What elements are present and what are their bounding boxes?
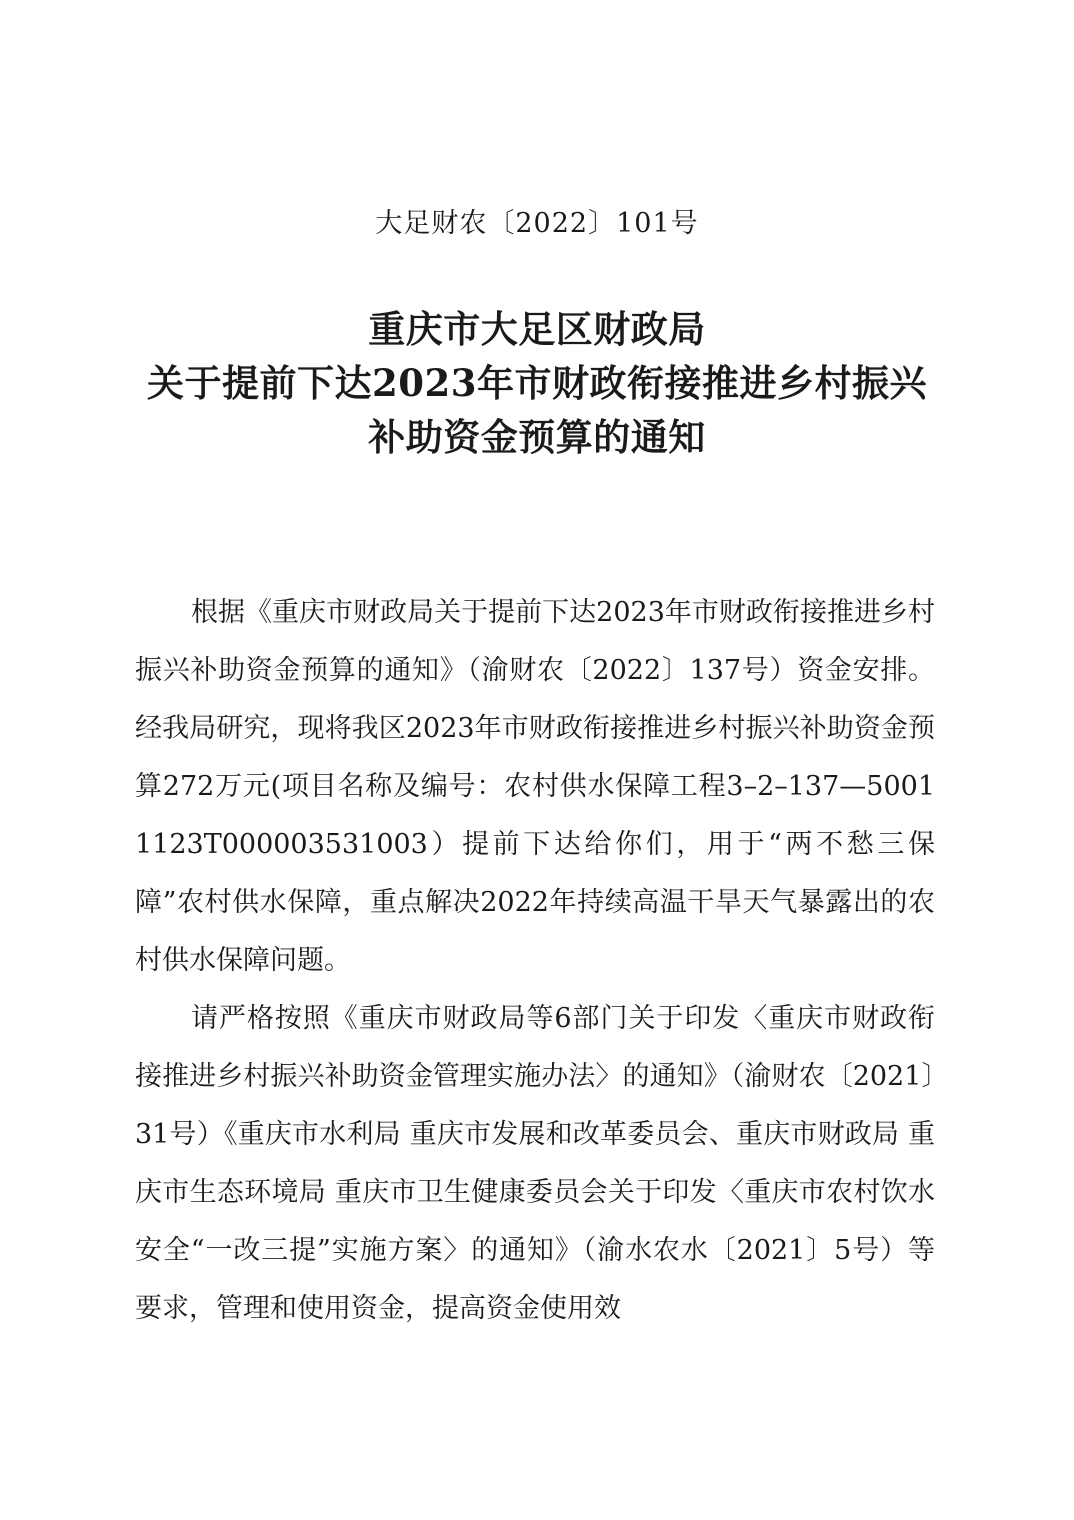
title-line-2: 关于提前下达2023年市财政衔接推进乡村振兴 <box>147 361 927 405</box>
document-number: 大足财农〔2022〕101号 <box>375 208 699 239</box>
title-line-1: 重庆市大足区财政局 <box>368 307 706 351</box>
body-paragraph-2: 请严格按照《重庆市财政局等6部门关于印发〈重庆市财政衔接推进乡村振兴补助资金管理实施办法〉的通知》（渝财农〔2021〕31号）《重庆市水利局 重庆市发展和改革委员会、重庆市财政局 重庆市生态环境局 重庆市卫生健康委员会关于印发〈重庆市农村饮水安全“一改三提”实施方案〉的通知》（渝水农水〔2021〕5号）等要求，管理和使用资金，提高资金使用效 <box>135 1003 935 1324</box>
title-line-3: 补助资金预算的通知 <box>368 415 706 459</box>
document-body <box>135 584 935 1338</box>
document-title <box>0 302 1074 464</box>
body-paragraph-1: 根据《重庆市财政局关于提前下达2023年市财政衔接推进乡村振兴补助资金预算的通知》（渝财农〔2022〕137号）资金安排。经我局研究，现将我区2023年市财政衔接推进乡村振兴补助资金预算272万元(项目名称及编号：农村供水保障工程3–2–137—50011123T000003531003）提前下达给你们，用于“两不愁三保障”农村供水保障，重点解决2022年持续高温干旱天气暴露出的农村供水保障问题。 <box>135 597 935 976</box>
